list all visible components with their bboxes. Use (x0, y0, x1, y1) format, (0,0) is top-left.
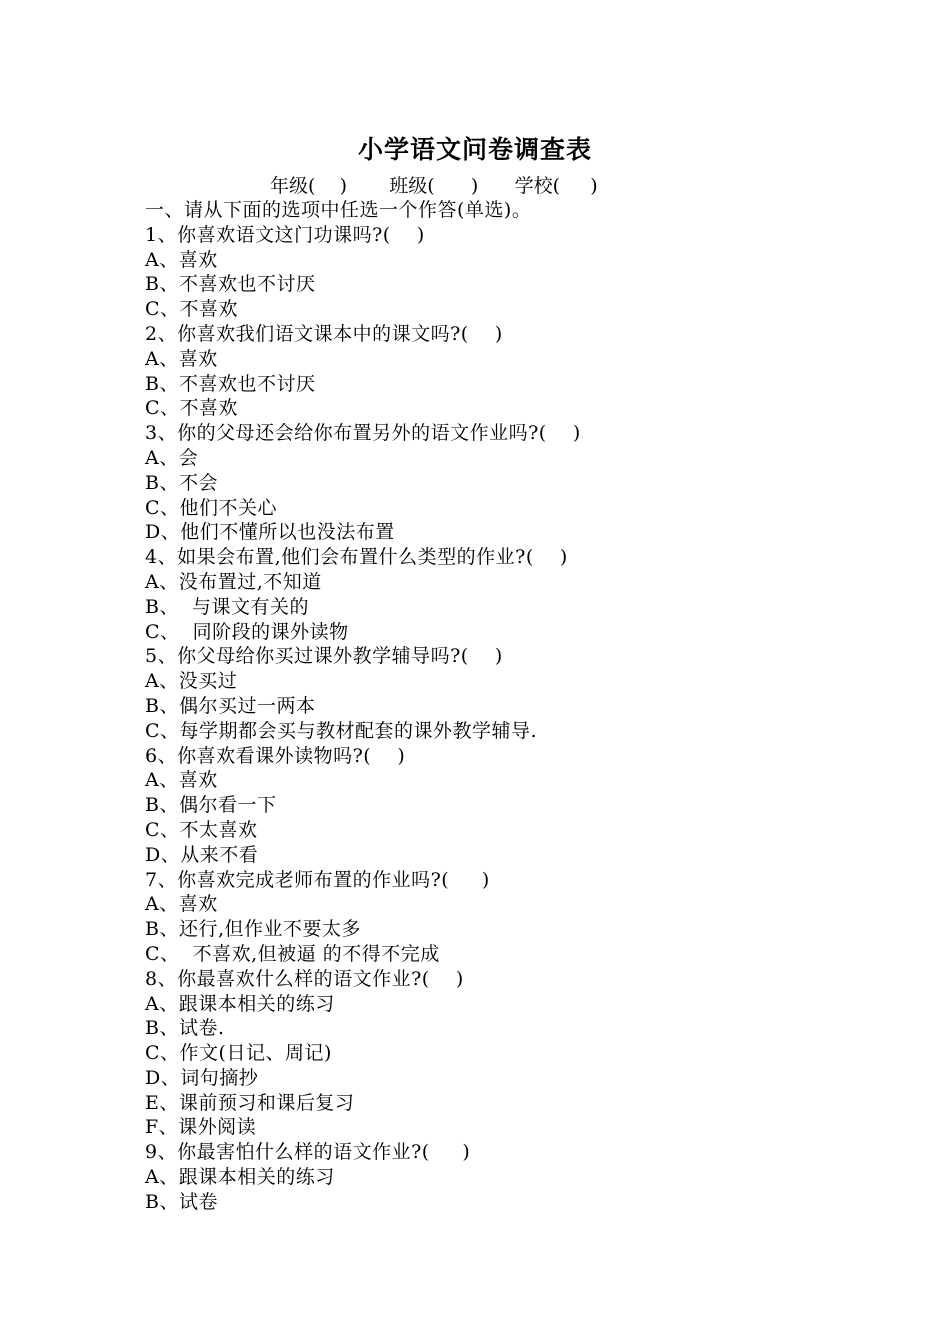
option-line: A、喜欢 (145, 769, 218, 792)
question-line: 9、你最害怕什么样的语文作业?( ) (145, 1141, 471, 1164)
option-line: B、不会 (145, 471, 218, 494)
option-line: C、不太喜欢 (145, 818, 258, 841)
option-line: F、课外阅读 (145, 1116, 257, 1139)
question-line: 6、你喜欢看课外读物吗?( ) (145, 744, 406, 767)
option-line: B、 与课文有关的 (145, 595, 310, 618)
option-line: C、 同阶段的课外读物 (145, 620, 349, 643)
option-line: B、不喜欢也不讨厌 (145, 372, 316, 395)
option-line: A、会 (145, 446, 199, 469)
option-line: C、 不喜欢,但被逼 的不得不完成 (145, 942, 440, 965)
option-line: A、没布置过,不知道 (145, 570, 322, 593)
option-line: A、没买过 (145, 670, 238, 693)
option-line: A、跟课本相关的练习 (145, 1166, 335, 1189)
option-line: C、他们不关心 (145, 496, 278, 519)
option-line: A、喜欢 (145, 248, 218, 271)
option-line: C、每学期都会买与教材配套的课外教学辅导. (145, 719, 538, 742)
question-line: 3、你的父母还会给你布置另外的语文作业吗?( ) (145, 422, 581, 445)
question-line: 一、请从下面的选项中任选一个作答(单选)。 (145, 199, 532, 221)
option-line: C、不喜欢 (145, 397, 239, 420)
option-line: A、喜欢 (145, 893, 218, 916)
option-line: B、偶尔买过一两本 (145, 694, 316, 717)
question-line: 7、你喜欢完成老师布置的作业吗?( ) (145, 868, 490, 891)
option-line: C、不喜欢 (145, 298, 239, 321)
option-line: D、从来不看 (145, 843, 259, 866)
option-line: B、不喜欢也不讨厌 (145, 273, 316, 296)
question-line: 8、你最喜欢什么样的语文作业?( ) (145, 967, 464, 990)
grade-field: 年级( ) (270, 175, 347, 197)
class-field: 班级( ) (389, 175, 479, 197)
question-line: 2、你喜欢我们语文课本中的课文吗?( ) (145, 322, 503, 345)
student-info-row (270, 172, 598, 200)
option-line: A、喜欢 (145, 347, 218, 370)
option-line: D、他们不懂所以也没法布置 (145, 521, 395, 544)
option-line: E、课前预习和课后复习 (145, 1091, 355, 1114)
school-field: 学校( ) (514, 175, 598, 197)
question-line: 1、你喜欢语文这门功课吗?( ) (145, 223, 425, 246)
option-line: B、试卷 (145, 1190, 218, 1213)
question-line: 5、你父母给你买过课外教学辅导吗?( ) (145, 645, 503, 668)
questionnaire-body (145, 198, 905, 1215)
option-line: C、作文(日记、周记) (145, 1042, 332, 1065)
page-title: 小学语文问卷调查表 (357, 135, 592, 164)
option-line: B、偶尔看一下 (145, 794, 277, 817)
option-line: B、试卷. (145, 1017, 225, 1040)
option-line: B、还行,但作业不要太多 (145, 918, 362, 941)
question-line: 4、如果会布置,他们会布置什么类型的作业?( ) (145, 546, 568, 569)
option-line: A、跟课本相关的练习 (145, 992, 335, 1015)
option-line: D、词句摘抄 (145, 1066, 259, 1089)
